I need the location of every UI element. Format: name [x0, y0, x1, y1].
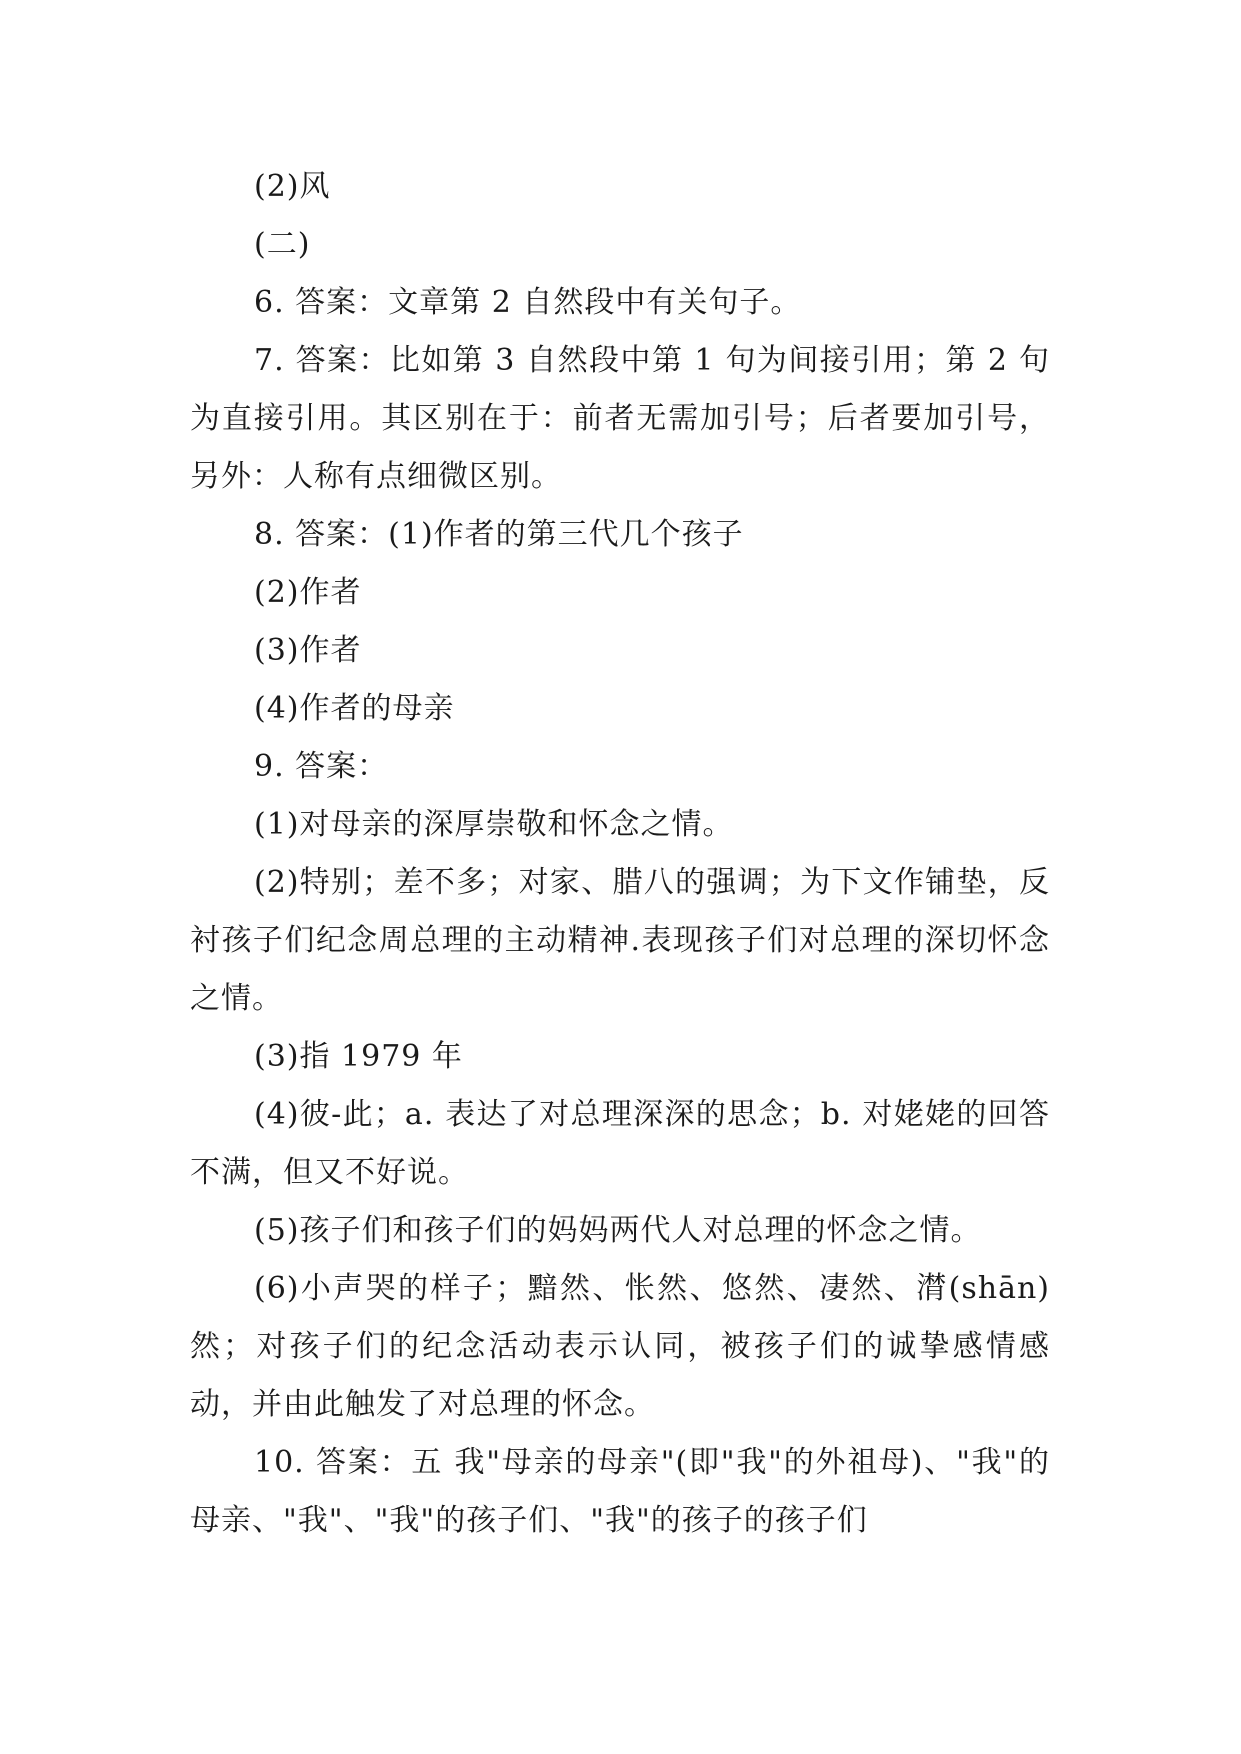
- section-heading-two: (二): [254, 227, 311, 262]
- answer-9-3: (3)指 1979 年: [254, 1039, 463, 1074]
- answer-9-heading: 9. 答案：: [254, 749, 389, 784]
- answer-9-4: (4)彼-此；a. 表达了对总理深深的思念；b. 对姥姥的回答不满，但又不好说。: [190, 1097, 1050, 1190]
- answer-8-4: (4)作者的母亲: [254, 691, 455, 726]
- answer-7: 7. 答案：比如第 3 自然段中第 1 句为间接引用；第 2 句为直接引用。其区别在于：前者无需加引号；后者要加引号，另外：人称有点细微区别。: [190, 343, 1050, 494]
- answer-8-2: (2)作者: [254, 575, 362, 610]
- answer-9-5: (5)孩子们和孩子们的妈妈两代人对总理的怀念之情。: [254, 1213, 982, 1248]
- answer-8-3: (3)作者: [254, 633, 362, 668]
- document-body: [190, 158, 1050, 1550]
- answer-9-2: (2)特别；差不多；对家、腊八的强调；为下文作铺垫，反衬孩子们纪念周总理的主动精神.表现孩子们对总理的深切怀念之情。: [190, 865, 1050, 1016]
- answer-9-6: (6)小声哭的样子；黯然、怅然、悠然、凄然、潸(shān)然；对孩子们的纪念活动表示认同，被孩子们的诚挚感情感动，并由此触发了对总理的怀念。: [190, 1271, 1050, 1422]
- answer-6: 6. 答案：文章第 2 自然段中有关句子。: [254, 285, 802, 320]
- answer-8-1: 8. 答案：(1)作者的第三代几个孩子: [254, 517, 744, 552]
- answer-9-1: (1)对母亲的深厚崇敬和怀念之情。: [254, 807, 734, 842]
- answer-2-2-wind: (2)风: [254, 169, 331, 204]
- answer-10: 10. 答案：五 我"母亲的母亲"(即"我"的外祖母)、"我"的母亲、"我"、"我"的孩子们、"我"的孩子的孩子们: [190, 1445, 1050, 1538]
